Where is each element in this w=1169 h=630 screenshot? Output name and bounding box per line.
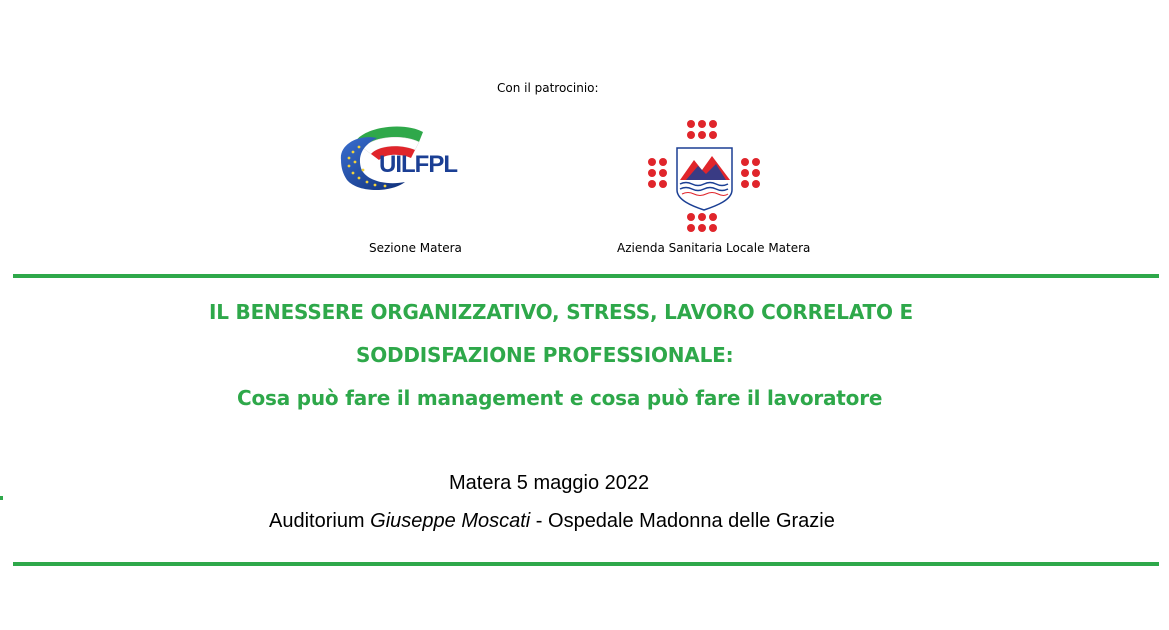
- event-date: Matera 5 maggio 2022: [449, 472, 650, 494]
- venue-prefix: Auditorium: [269, 510, 371, 532]
- patronage-label: Con il patrocinio:: [497, 81, 599, 95]
- divider-bottom: [13, 562, 1159, 566]
- uil-fpl-logo-text: UILFPL: [379, 151, 457, 178]
- event-title-line-2: SODDISFAZIONE PROFESSIONALE:: [356, 343, 734, 367]
- asl-caption: Azienda Sanitaria Locale Matera: [617, 241, 811, 255]
- divider-top: [13, 274, 1159, 278]
- venue-suffix: - Ospedale Madonna delle Grazie: [530, 510, 835, 532]
- event-title-line-1: IL BENESSERE ORGANIZZATIVO, STRESS, LAVORO CORRELATO E: [209, 300, 914, 324]
- asl-matera-logo: [646, 118, 764, 234]
- margin-mark: [0, 496, 3, 500]
- venue-name: Giuseppe Moscati: [370, 510, 531, 532]
- event-venue: [269, 510, 835, 533]
- uil-caption: Sezione Matera: [369, 241, 462, 255]
- event-subtitle: Cosa può fare il management e cosa può fare il lavoratore: [237, 386, 883, 410]
- uil-fpl-logo: [335, 118, 490, 198]
